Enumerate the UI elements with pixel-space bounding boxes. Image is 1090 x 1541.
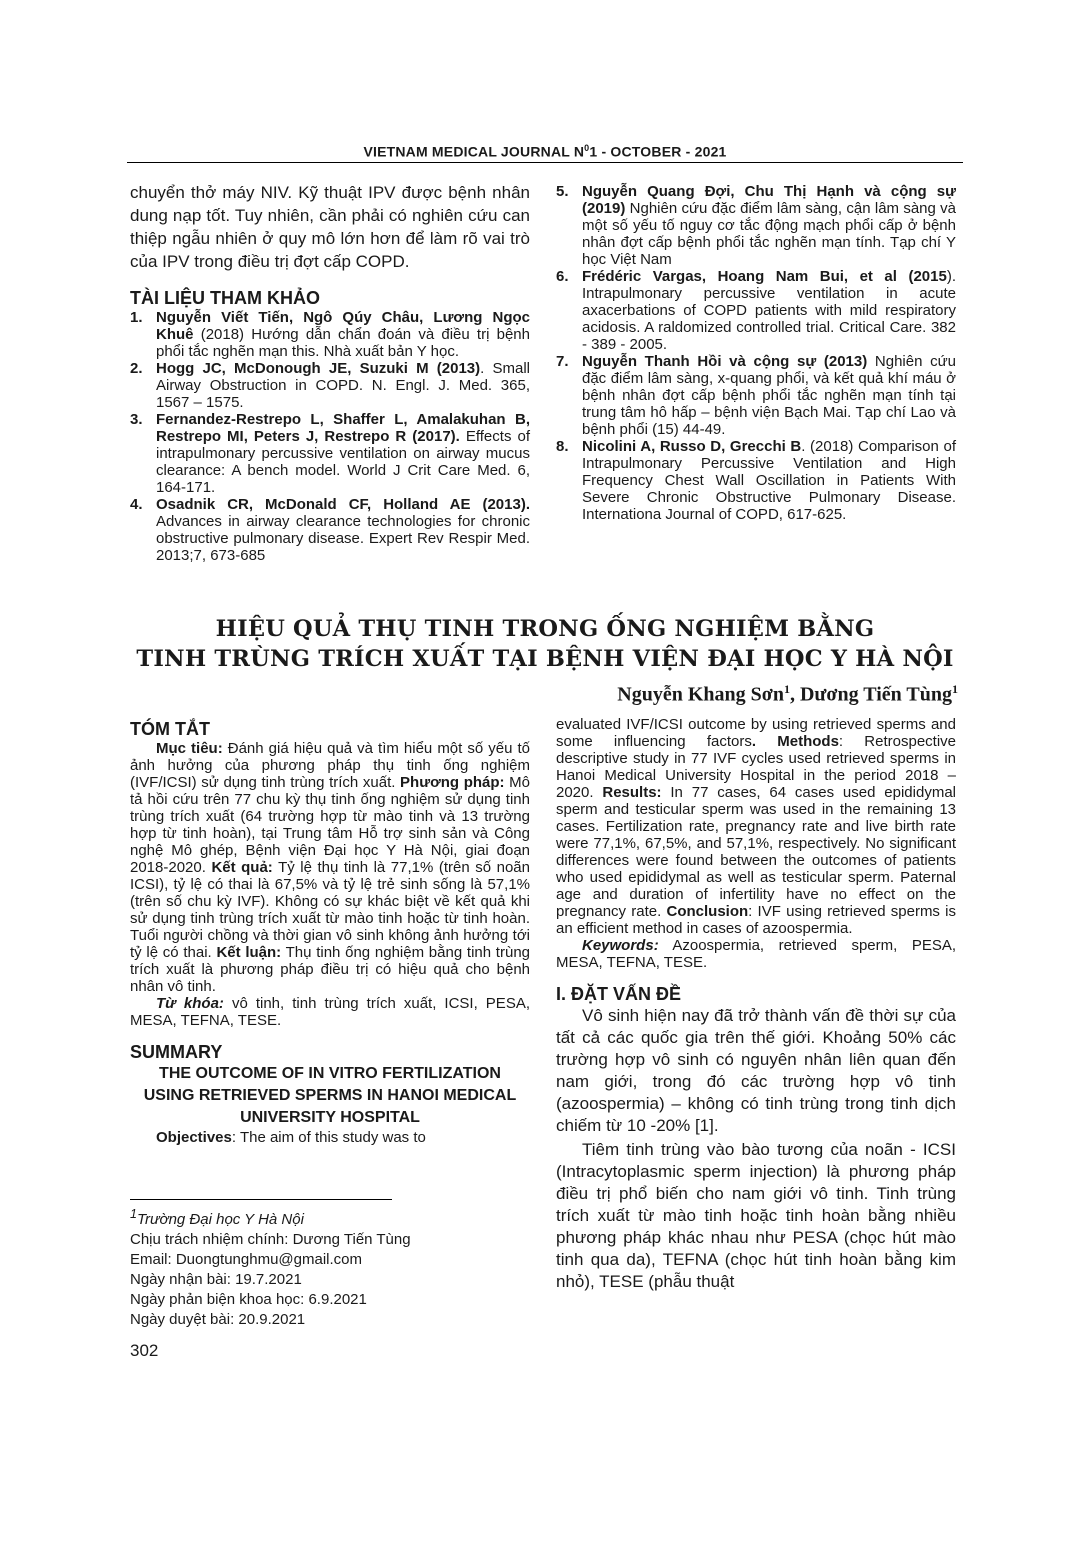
reference-authors: Frédéric Vargas, Hoang Nam Bui, et al (2015 <box>582 268 947 285</box>
intro-heading: I. ĐẶT VẤN ĐỀ <box>556 984 682 1004</box>
prev-article-conclusion: chuyển thở máy NIV. Kỹ thuật IPV được bệnh nhân dung nạp tốt. Tuy nhiên, cần phải có nghiên cứu can thiệp ngẫu nhiên ở quy mô lớn hơn để làm rõ vai trò của IPV trong điều trị đợt cấp COPD. <box>130 183 530 271</box>
reference-item <box>556 183 956 268</box>
reference-item <box>130 309 530 360</box>
author-2: Dương Tiến Tùng <box>799 683 952 706</box>
summary-conclusion-label: Conclusion <box>666 903 749 920</box>
summary-methods-label: . Methods <box>751 733 839 750</box>
article-title-line-1: HIỆU QUẢ THỤ TINH TRONG ỐNG NGHIỆM BẰNG <box>215 616 875 642</box>
summary-objectives-start <box>130 1129 530 1147</box>
reference-text: (2018) Hướng dẫn chẩn đoán và điều trị bệnh phổi tắc nghẽn mạn this. Nhà xuất bản Y học. <box>156 326 530 360</box>
reference-number: 7. <box>556 353 569 370</box>
journal-name-pre: VIETNAM MEDICAL JOURNAL N <box>363 143 585 160</box>
reference-number: 1. <box>130 309 143 326</box>
summary-methods-text: : Retrospective descriptive study in 77 IVF cycles used retrieved sperms in Hanoi Medical University Hospital in the period 2018 – 2020. <box>556 733 957 801</box>
reference-item <box>130 411 530 496</box>
author-1: Nguyễn Khang Sơn <box>617 683 784 706</box>
reference-authors: Fernandez-Restrepo L, Shaffer L, Amalakuhan B, Restrepo MI, Peters J, Restrepo R (2017). <box>156 411 530 445</box>
reference-item <box>130 360 530 411</box>
summary-keywords <box>556 937 956 971</box>
summary-heading: SUMMARY <box>130 1042 223 1062</box>
reference-text: ). Intrapulmonary percussive ventilation in acute axacerbations of COPD patients with mild respiratory acidosis. A raldomized controlled trial. Critical Care. 382 - 389 - 2005. <box>582 268 956 353</box>
prev-article-left-column <box>130 181 530 564</box>
reference-number: 3. <box>130 411 143 428</box>
reference-authors: Nguyễn Thanh Hồi và cộng sự (2013) <box>582 353 868 370</box>
header-rule <box>127 162 963 163</box>
summary-keywords-label: Keywords: <box>582 937 659 954</box>
article-authors <box>556 682 958 707</box>
article-title <box>127 614 963 674</box>
references-list-left <box>130 309 530 564</box>
footnote-corresponding: Chịu trách nhiệm chính: Dương Tiến Tùng <box>130 1231 411 1248</box>
reference-item <box>556 353 956 438</box>
author-1-affil: 1 <box>783 682 790 696</box>
references-list-right <box>556 183 956 523</box>
summary-objectives-text: evaluated IVF/ICSI outcome by using retrieved sperms and some influencing factors <box>556 716 956 750</box>
conclusion-text: Thụ tinh ống nghiệm bằng tinh trùng trích xuất là phương pháp điều trị có hiệu quả cho bệnh nhân vô tinh. <box>130 944 530 995</box>
footnote-reviewed: Ngày phản biện khoa học: 6.9.2021 <box>130 1291 367 1308</box>
journal-name-post: 1 - OCTOBER - 2021 <box>589 143 727 160</box>
footnote <box>130 1204 530 1330</box>
summary-keywords-text: Azoospermia, retrieved sperm, PESA, MESA, TEFNA, TESE. <box>556 937 956 971</box>
reference-text: . Small Airway Obstruction in COPD. N. Engl. J. Med. 365, 1567 – 1575. <box>156 360 531 411</box>
reference-authors: Hogg JC, McDonough JE, Suzuki M (2013) <box>156 360 481 377</box>
method-label: Phương pháp: <box>400 774 505 791</box>
summary-title: THE OUTCOME OF IN VITRO FERTILIZATION USING RETRIEVED SPERMS IN HANOI MEDICAL UNIVERSITY HOSPITAL <box>143 1065 517 1126</box>
reference-text: Advances in airway clearance technologies for chronic obstructive pulmonary disease. Expert Rev Respir Med. 2013;7, 673-685 <box>156 513 530 564</box>
abstract-vi-heading: TÓM TẮT <box>130 719 210 739</box>
footnote-email: Email: Duongtunghmu@gmail.com <box>130 1251 362 1268</box>
conclusion-label: Kết luận: <box>216 944 282 961</box>
abstract-left-column <box>130 718 530 1147</box>
summary-objectives-label: Objectives <box>156 1129 232 1146</box>
page-number: 302 <box>130 1341 159 1360</box>
article-title-line-2: TINH TRÙNG TRÍCH XUẤT TẠI BỆNH VIỆN ĐẠI HỌC Y HÀ NỘI <box>136 646 954 672</box>
reference-authors: Nguyễn Viết Tiến, Ngô Qúy Châu, Lương Ngọc Khuê <box>156 309 530 343</box>
reference-number: 6. <box>556 268 569 285</box>
reference-number: 2. <box>130 360 143 377</box>
reference-number: 5. <box>556 183 569 200</box>
footnote-rule <box>130 1199 392 1200</box>
reference-text: Nghiên cứu đặc điểm lâm sàng, cận lâm sàng và một số yếu tố nguy cơ tắc động mạch phổi cấp ở bệnh nhân đợt cấp bệnh phổi tắc nghẽn mạn tính. Tạp chí Y học Việt Nam <box>582 200 956 268</box>
keywords-label: Từ khóa: <box>156 995 224 1012</box>
footnote-received: Ngày nhận bài: 19.7.2021 <box>130 1271 302 1288</box>
journal-number-sup: 0 <box>584 143 590 153</box>
prev-article-right-column <box>556 183 956 523</box>
abstract-vi-keywords <box>130 995 530 1029</box>
footnote-affil-text: Trường Đại học Y Hà Nội <box>136 1211 304 1228</box>
summary-results-label: Results: <box>602 784 662 801</box>
method-text: Mô tả hồi cứu trên 77 chu kỳ thụ tinh ống nghiệm sử dụng tinh trùng trích xuất (64 trường hợp từ mào tinh và 13 trường hợp từ tinh hoàn), tại Trung tâm Hỗ trợ sinh sản và Công nghệ Mô ghép, Bệnh viện Đại học Y Hà Nội, giai đoạn 2018-2020. <box>130 774 530 876</box>
summary-results-text: In 77 cases, 64 cases used epididymal sperm and testicular sperm was used in the remaining 13 cases. Fertilization rate, pregnancy rate and live birth rate were 77,1%, 67,5%, and 57,1%, respectively. No significant differences were found between the outcomes of patients who used epididymal as well as testicular sperm. Paternal age and duration of infertility have no effect on the pregnancy rate. <box>556 784 956 920</box>
reference-number: 8. <box>556 438 569 455</box>
summary-conclusion-text: : IVF using retrieved sperms is an efficient method in cases of azoospermia. <box>556 903 956 937</box>
reference-text: . (2018) Comparison of Intrapulmonary Percussive Ventilation and High Frequency Chest Wall Oscillation in Patients With Severe Chronic Obstructive Pulmonary Disease. Internationa Journal of COPD, 617-625. <box>582 438 956 523</box>
running-header <box>127 143 963 160</box>
intro-paragraph-1: Vô sinh hiện nay đã trở thành vấn đề thời sự của tất cả các quốc gia trên thế giới. Khoảng 50% các trường hợp vô sinh có nguyên nhân liên quan đến nam giới, trong đó các trường hợp vô tinh (azoospermia) – không có tinh trùng trong tinh dịch chiếm từ 10 -20% [1]. <box>556 1006 956 1135</box>
objective-text: Đánh giá hiệu quả và tìm hiểu một số yếu tố ảnh hưởng của phương pháp thụ tinh ống nghiệm (IVF/ICSI) sử dụng tinh trùng trích xuất. <box>130 740 530 791</box>
summary-body <box>556 716 956 937</box>
footnote-accepted: Ngày duyệt bài: 20.9.2021 <box>130 1311 306 1328</box>
reference-number: 4. <box>130 496 143 513</box>
summary-right-column <box>556 716 956 1293</box>
author-separator: , <box>789 683 800 706</box>
reference-text: Nghiên cứu đặc điểm lâm sàng, x-quang phổi, và kết quả khí máu ở bệnh nhân đợt cấp bệnh phổi tắc nghẽn mạn tính tại trung tâm hô hấp – bệnh viện Bạch Mai. Tạp chí Lao và bệnh phổi (15) 44-49. <box>582 353 956 438</box>
references-heading: TÀI LIỆU THAM KHẢO <box>130 288 320 308</box>
reference-authors: Osadnik CR, McDonald CF, Holland AE (2013). <box>156 496 530 513</box>
reference-text: Effects of intrapulmonary percussive ventilation on airway mucus clearance: A bench model. World J Crit Care Med. 6, 164-171. <box>156 428 530 496</box>
reference-item <box>130 496 530 564</box>
reference-item <box>556 438 956 523</box>
keywords-text: vô tinh, tinh trùng trích xuất, ICSI, PESA, MESA, TEFNA, TESE. <box>130 995 530 1029</box>
reference-item <box>556 268 956 353</box>
summary-objectives-cont: : The aim of this study was to <box>231 1129 426 1146</box>
reference-authors: Nicolini A, Russo D, Grecchi B <box>582 438 802 455</box>
author-2-affil: 1 <box>952 682 958 696</box>
abstract-vi-body <box>130 740 530 995</box>
objective-label: Mục tiêu: <box>156 740 223 757</box>
intro-paragraph-2: Tiêm tinh trùng vào bào tương của noãn - ICSI (Intracytoplasmic sperm injection) là phương pháp điều trị phổ biến cho nam giới vô tinh. Tinh trùng trích xuất từ mào tinh hoặc tinh hoàn bằng nhiều phương pháp khác nhau như PESA (chọc hút mào tinh qua da), TEFNA (chọc hút tinh hoàn bằng kim nhỏ), TESE (phẫu thuật <box>556 1140 956 1291</box>
results-text: Tỷ lệ thụ tinh là 77,1% (trên số noãn ICSI), tỷ lệ có thai là 67,5% và tỷ lệ trẻ sinh sống là 57,1% (trên số chu kỳ IVF). Không có sự khác biệt về kết quả khi sử dụng tinh trùng trích xuất từ mào tinh hoặc từ tinh hoàn. Tuổi người chồng và thời gian vô sinh không ảnh hưởng tới tỷ lệ có thai. <box>130 859 530 961</box>
results-label: Kết quả: <box>211 859 273 876</box>
footnote-affiliation <box>130 1204 530 1230</box>
footnote-affil-sup: 1 <box>130 1207 137 1221</box>
reference-authors: Nguyễn Quang Đợi, Chu Thị Hạnh và cộng sự (2019) <box>582 183 956 217</box>
